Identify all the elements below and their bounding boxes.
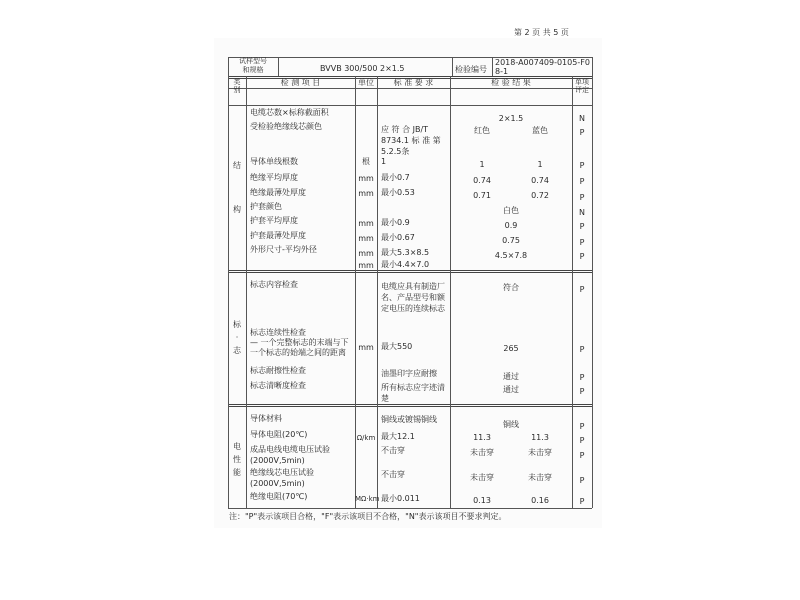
item-cell: 绝缘电阻(70℃) bbox=[250, 492, 308, 501]
requirement-cell: 最大550 bbox=[381, 342, 413, 351]
unit-cell: MΩ·km bbox=[355, 495, 380, 503]
result-cell: 2×1.5 bbox=[498, 114, 524, 123]
requirement-cell: 不击穿 bbox=[381, 470, 405, 479]
requirement-cell: 所有标志应字迹清楚 bbox=[381, 383, 445, 403]
requirement-cell: 最小0.53 bbox=[381, 188, 415, 197]
judgement-cell: P bbox=[579, 476, 585, 485]
item-cell: 受检验绝缘线芯颜色 bbox=[250, 122, 322, 131]
unit-cell: mm bbox=[358, 234, 374, 243]
requirement-cell: 最小0.67 bbox=[381, 233, 415, 242]
result-cell: 1 bbox=[537, 160, 543, 169]
unit-cell: 根 bbox=[362, 157, 370, 166]
requirement-cell: 不击穿 bbox=[381, 446, 405, 455]
item-cell: 成品电线电缆电压试验 (2000V,5min) bbox=[250, 445, 330, 465]
result-cell: 0.74 bbox=[531, 176, 549, 185]
unit-cell: mm bbox=[358, 219, 374, 228]
result-cell: 0.16 bbox=[531, 496, 549, 505]
requirement-cell: 最小0.011 bbox=[381, 494, 420, 503]
result-cell: 0.72 bbox=[531, 191, 549, 200]
judgement-cell: P bbox=[579, 436, 585, 445]
item-cell: 标志连续性检查 — 一个完整标志的末端与下一个标志的始端之间的距离 bbox=[250, 328, 349, 357]
item-cell: 护套平均厚度 bbox=[250, 216, 298, 225]
requirement-cell: 油墨印字应耐擦 bbox=[381, 369, 437, 378]
result-cell: 蓝色 bbox=[532, 126, 548, 135]
table-border-bottom bbox=[228, 508, 592, 509]
unit-cell: mm bbox=[358, 249, 374, 258]
unit-cell: mm bbox=[358, 174, 374, 183]
requirement-cell: 应 符 合 JB/T 8734.1 标 准 第 5.2.5条 bbox=[381, 125, 441, 156]
section-divider bbox=[228, 105, 592, 106]
result-cell: 0.75 bbox=[502, 236, 520, 245]
result-cell: 未击穿 bbox=[470, 448, 494, 457]
result-cell: 符合 bbox=[503, 283, 519, 292]
result-cell: 4.5×7.8 bbox=[494, 251, 528, 260]
table-border-right bbox=[592, 57, 593, 508]
requirement-cell: 铜线或镀锡铜线 bbox=[381, 415, 437, 424]
item-cell: 护套颜色 bbox=[250, 202, 282, 211]
item-cell: 导体电阻(20℃) bbox=[250, 430, 308, 439]
result-cell: 铜线 bbox=[503, 420, 519, 429]
model-value: BVVB 300/500 2×1.5 bbox=[320, 64, 405, 73]
colheader-divider bbox=[228, 88, 592, 89]
result-cell: 11.3 bbox=[531, 433, 549, 442]
result-cell: 265 bbox=[503, 344, 519, 353]
result-cell: 0.13 bbox=[473, 496, 491, 505]
col-result-header: 检 验 结 果 bbox=[491, 78, 531, 87]
report-number-label: 检验编号 bbox=[455, 65, 487, 74]
judgement-cell: N bbox=[579, 114, 585, 123]
item-cell: 外形尺寸-平均外径 bbox=[250, 245, 317, 254]
column-divider bbox=[355, 76, 356, 508]
result-cell: 红色 bbox=[474, 126, 490, 135]
item-cell: 电缆芯数×标称截面积 bbox=[250, 108, 329, 117]
result-cell: 1 bbox=[479, 160, 485, 169]
requirement-cell: 最小0.7 bbox=[381, 173, 410, 182]
col-unit-header: 单位 bbox=[358, 78, 374, 87]
item-cell: 标志内容检查 bbox=[250, 280, 298, 289]
judgement-cell: P bbox=[579, 193, 585, 202]
judgement-cell: P bbox=[579, 222, 585, 231]
judgement-cell: P bbox=[579, 128, 585, 137]
column-divider bbox=[377, 76, 378, 508]
footnote: 注："P"表示该项目合格，"F"表示该项目不合格，"N"表示该项目不要求判定。 bbox=[229, 512, 507, 521]
item-cell: 绝缘线芯电压试验 (2000V,5min) bbox=[250, 468, 314, 488]
header-divider-v bbox=[452, 57, 453, 76]
report-number-value: 2018-A007409-0105-F08-1 bbox=[495, 58, 590, 76]
category-structure: 结 构 bbox=[233, 161, 241, 214]
judgement-cell: P bbox=[579, 161, 585, 170]
item-cell: 绝缘平均厚度 bbox=[250, 173, 298, 182]
result-cell: 0.9 bbox=[504, 221, 518, 230]
judgement-cell: P bbox=[579, 285, 585, 294]
col-category-header: 类 别 bbox=[233, 78, 241, 94]
item-cell: 绝缘最薄处厚度 bbox=[250, 188, 306, 197]
result-cell: 11.3 bbox=[473, 433, 491, 442]
unit-cell: mm bbox=[358, 261, 374, 270]
result-cell: 白色 bbox=[503, 206, 519, 215]
result-cell: 0.74 bbox=[473, 176, 491, 185]
judgement-cell: P bbox=[579, 497, 585, 506]
header-divider-v bbox=[278, 57, 279, 76]
section-divider bbox=[228, 404, 592, 407]
judgement-cell: P bbox=[579, 387, 585, 396]
col-requirement-header: 标 准 要 求 bbox=[393, 78, 434, 87]
judgement-cell: P bbox=[579, 177, 585, 186]
category-electrical: 电 性 能 bbox=[233, 442, 241, 477]
judgement-cell: P bbox=[579, 252, 585, 261]
category-marking: 标 · 志 bbox=[233, 320, 241, 355]
column-divider bbox=[246, 76, 247, 508]
unit-cell: mm bbox=[358, 343, 374, 352]
col-item-header: 检 测 项 目 bbox=[280, 78, 321, 87]
item-cell: 标志清晰度检查 bbox=[250, 381, 306, 390]
result-cell: 通过 bbox=[503, 385, 519, 394]
result-cell: 0.71 bbox=[473, 191, 491, 200]
judgement-cell: P bbox=[579, 422, 585, 431]
requirement-cell: 最大5.3×8.5 bbox=[381, 248, 430, 257]
result-cell: 通过 bbox=[503, 372, 519, 381]
item-cell: 护套最薄处厚度 bbox=[250, 231, 306, 240]
judgement-cell: P bbox=[579, 345, 585, 354]
col-judgement-header: 单项 评定 bbox=[575, 78, 589, 94]
model-label: 试样型号 和规格 bbox=[239, 57, 267, 74]
judgement-cell: P bbox=[579, 238, 585, 247]
header-divider-v bbox=[492, 57, 493, 76]
requirement-cell: 电缆应具有制造厂名、产品型号和额定电压的连续标志 bbox=[381, 282, 445, 313]
judgement-cell: P bbox=[579, 451, 585, 460]
result-cell: 未击穿 bbox=[528, 448, 552, 457]
unit-cell: mm bbox=[358, 189, 374, 198]
unit-cell: Ω/km bbox=[356, 434, 376, 442]
page-number: 第 2 页 共 5 页 bbox=[514, 28, 569, 37]
item-cell: 标志耐擦性检查 bbox=[250, 366, 306, 375]
requirement-cell: 最大12.1 bbox=[381, 432, 415, 441]
requirement-cell: 最小4.4×7.0 bbox=[381, 260, 430, 269]
result-cell: 未击穿 bbox=[470, 473, 494, 482]
requirement-cell: 1 bbox=[381, 157, 387, 166]
item-cell: 导体材料 bbox=[250, 414, 282, 423]
judgement-cell: N bbox=[579, 208, 585, 217]
section-divider bbox=[228, 270, 592, 273]
result-cell: 未击穿 bbox=[528, 473, 552, 482]
judgement-cell: P bbox=[579, 373, 585, 382]
item-cell: 导体单线根数 bbox=[250, 157, 298, 166]
requirement-cell: 最小0.9 bbox=[381, 218, 410, 227]
